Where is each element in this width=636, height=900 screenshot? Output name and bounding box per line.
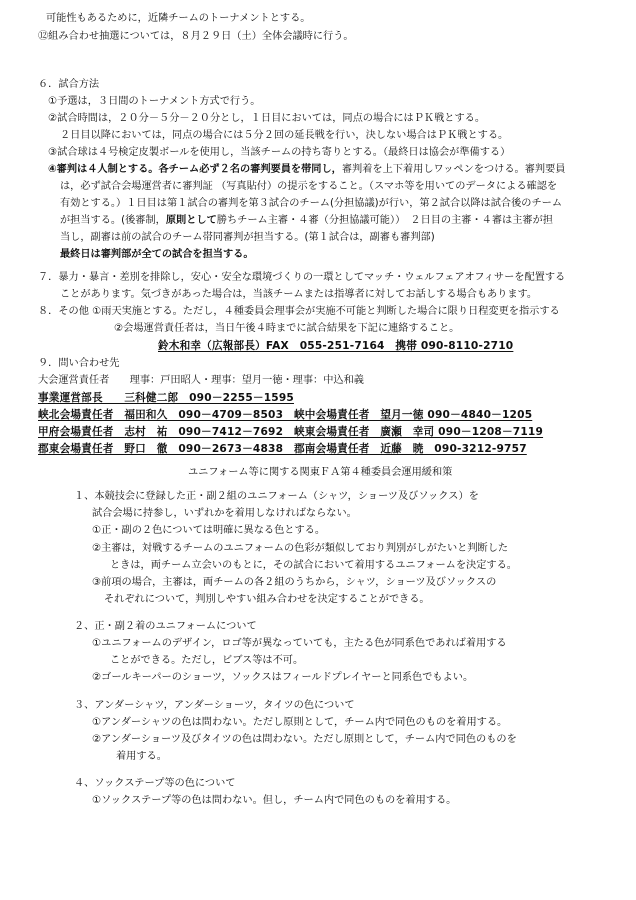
section-title: ユニフォーム等に関する関東ＦＡ第４種委員会運用緩和策 xyxy=(188,467,453,478)
text-line: 着用する。 xyxy=(116,751,167,762)
text-line: ことができる。ただし，ビブス等は不可。 xyxy=(110,655,304,666)
text-line: 可能性もあるために，近隣チームのトーナメントとする。 xyxy=(46,13,311,24)
text-line: 大会運営責任者 理事：戸田昭人・理事：望月一徳・理事：中込和義 xyxy=(38,375,364,386)
bold-text: ④審判は４人制とする。各チーム必ず２名の審判要員を帯同し， xyxy=(48,164,342,175)
contact-line: 峡北会場責任者 福田和久 090－4709－8503 峡中会場責任者 望月一徳 090－4840－1205 xyxy=(38,409,533,421)
contact-line: 事業運営部長 三科健二郎 090－2255－1595 xyxy=(38,392,294,404)
text-line: ①予選は，３日間のトーナメント方式で行う。 xyxy=(48,96,261,107)
text-line: ③試合球は４号検定皮製ボールを使用し，当該チームの持ち寄りとする。（最終日は協会が準備する） xyxy=(48,147,511,158)
text-line: ２、正・副２着のユニフォームについて xyxy=(74,621,257,632)
text-line: は，必ず試合会場運営者に審判証 （写真貼付）の提示をすること。（スマホ等を用いてのデータによる確認を xyxy=(60,181,558,192)
text-line: ７．暴力・暴言・差別を排除し，安心・安全な環境づくりの一環としてマッチ・ウェルフェアオフィサーを配置する xyxy=(38,272,566,283)
bold-text: 原則として xyxy=(165,215,217,226)
text-line xyxy=(60,215,553,227)
text-line: ①正・副の２色については明確に異なる色とする。 xyxy=(92,525,326,536)
text-line: ①ユニフォームのデザイン，ロゴ等が異なっていても，主たる色が同系色であれば着用する xyxy=(92,638,507,649)
text-line: 有効とする。）１日目は第１試合の審判を第３試合のチーム(分担協議)が行い，第２試合以降は試合後のチーム xyxy=(60,198,563,209)
text-line: ことがあります。気づきがあった場合は，当該チームまたは指導者に対してお話しする場合もあります。 xyxy=(60,289,538,300)
text-line: ときは，両チーム立会いのもとに，その試合において着用するユニフォームを決定する。 xyxy=(110,560,517,571)
text-span: 勝ちチーム主審・４審（分担協議可能）） ２日目の主審・４審は主審が担 xyxy=(216,215,553,226)
text-line-bold: 最終日は審判部が全ての試合を担当する。 xyxy=(60,249,254,260)
text-span: が担当する。(後審制， xyxy=(60,215,166,226)
contact-line: 甲府会場責任者 志村 祐 090－7412－7692 峡東会場責任者 廣瀬 幸司 090－1208－7119 xyxy=(38,426,544,438)
text-line: ⑫組み合わせ抽選については，８月２９日（土）全体会議時に行う。 xyxy=(38,31,354,42)
contact-line: 郡東会場責任者 野口 徹 090－2673－4838 郡南会場責任者 近藤 暁 090-3212-9757 xyxy=(38,443,527,455)
contact-line: 鈴木和幸（広報部長）FAX 055-251-7164 携帯 090-8110-2710 xyxy=(158,340,514,352)
text-line: 試合会場に持参し，いずれかを着用しなければならない。 xyxy=(92,508,357,519)
text-span: 審判着を上下着用しワッペンをつける。審判要員 xyxy=(341,164,566,175)
text-line: ③前項の場合，主審は，両チームの各２組のうちから，シャツ，ショーツ及びソックスの xyxy=(92,577,497,588)
text-line: 当し，副審は前の試合のチーム帯同審判が担当する。(第１試合は，副審も審判部) xyxy=(60,232,435,243)
text-line: ②アンダーショーツ及びタイツの色は問わない。ただし原則として，チーム内で同色のものを xyxy=(92,734,517,745)
text-line: ２日目以降においては，同点の場合には５分２回の延長戦を行い，決しない場合はＰＫ戦とする。 xyxy=(60,130,509,141)
text-line: それぞれについて，判別しやすい組み合わせを決定することができる。 xyxy=(104,594,430,605)
section-heading: ６．試合方法 xyxy=(38,79,100,90)
text-line: ８．その他 ①雨天実施とする。ただし，４種委員会理事会が実施不可能と判断した場合に限り日程変更を指示する xyxy=(38,306,560,317)
text-line: ①アンダーシャツの色は問わない。ただし原則として，チーム内で同色のものを着用する。 xyxy=(92,717,508,728)
text-line: ②試合時間は，２０分－５分－２０分とし，１日目においては，同点の場合にはＰＫ戦とする。 xyxy=(48,113,486,124)
text-line: １、本競技会に登録した正・副２組のユニフォーム（シャツ，ショーツ及びソックス）を xyxy=(74,491,479,502)
text-line: ②ゴールキーパーのショーツ，ソックスはフィールドプレイヤーと同系色でもよい。 xyxy=(92,672,474,683)
text-line xyxy=(48,164,566,176)
text-line: ②会場運営責任者は，当日午後４時までに試合結果を下記に連絡すること。 xyxy=(114,323,460,334)
text-line: ３、アンダーシャツ，アンダーショーツ，タイツの色について xyxy=(74,700,355,711)
text-line: ①ソックステープ等の色は問わない。但し，チーム内で同色のものを着用する。 xyxy=(92,795,457,806)
text-line: ②主審は，対戦するチームのユニフォームの色彩が類似しており判別がしがたいと判断した xyxy=(92,543,509,554)
section-heading: ９．問い合わせ先 xyxy=(38,358,120,369)
text-line: ４、ソックステープ等の色について xyxy=(74,778,236,789)
